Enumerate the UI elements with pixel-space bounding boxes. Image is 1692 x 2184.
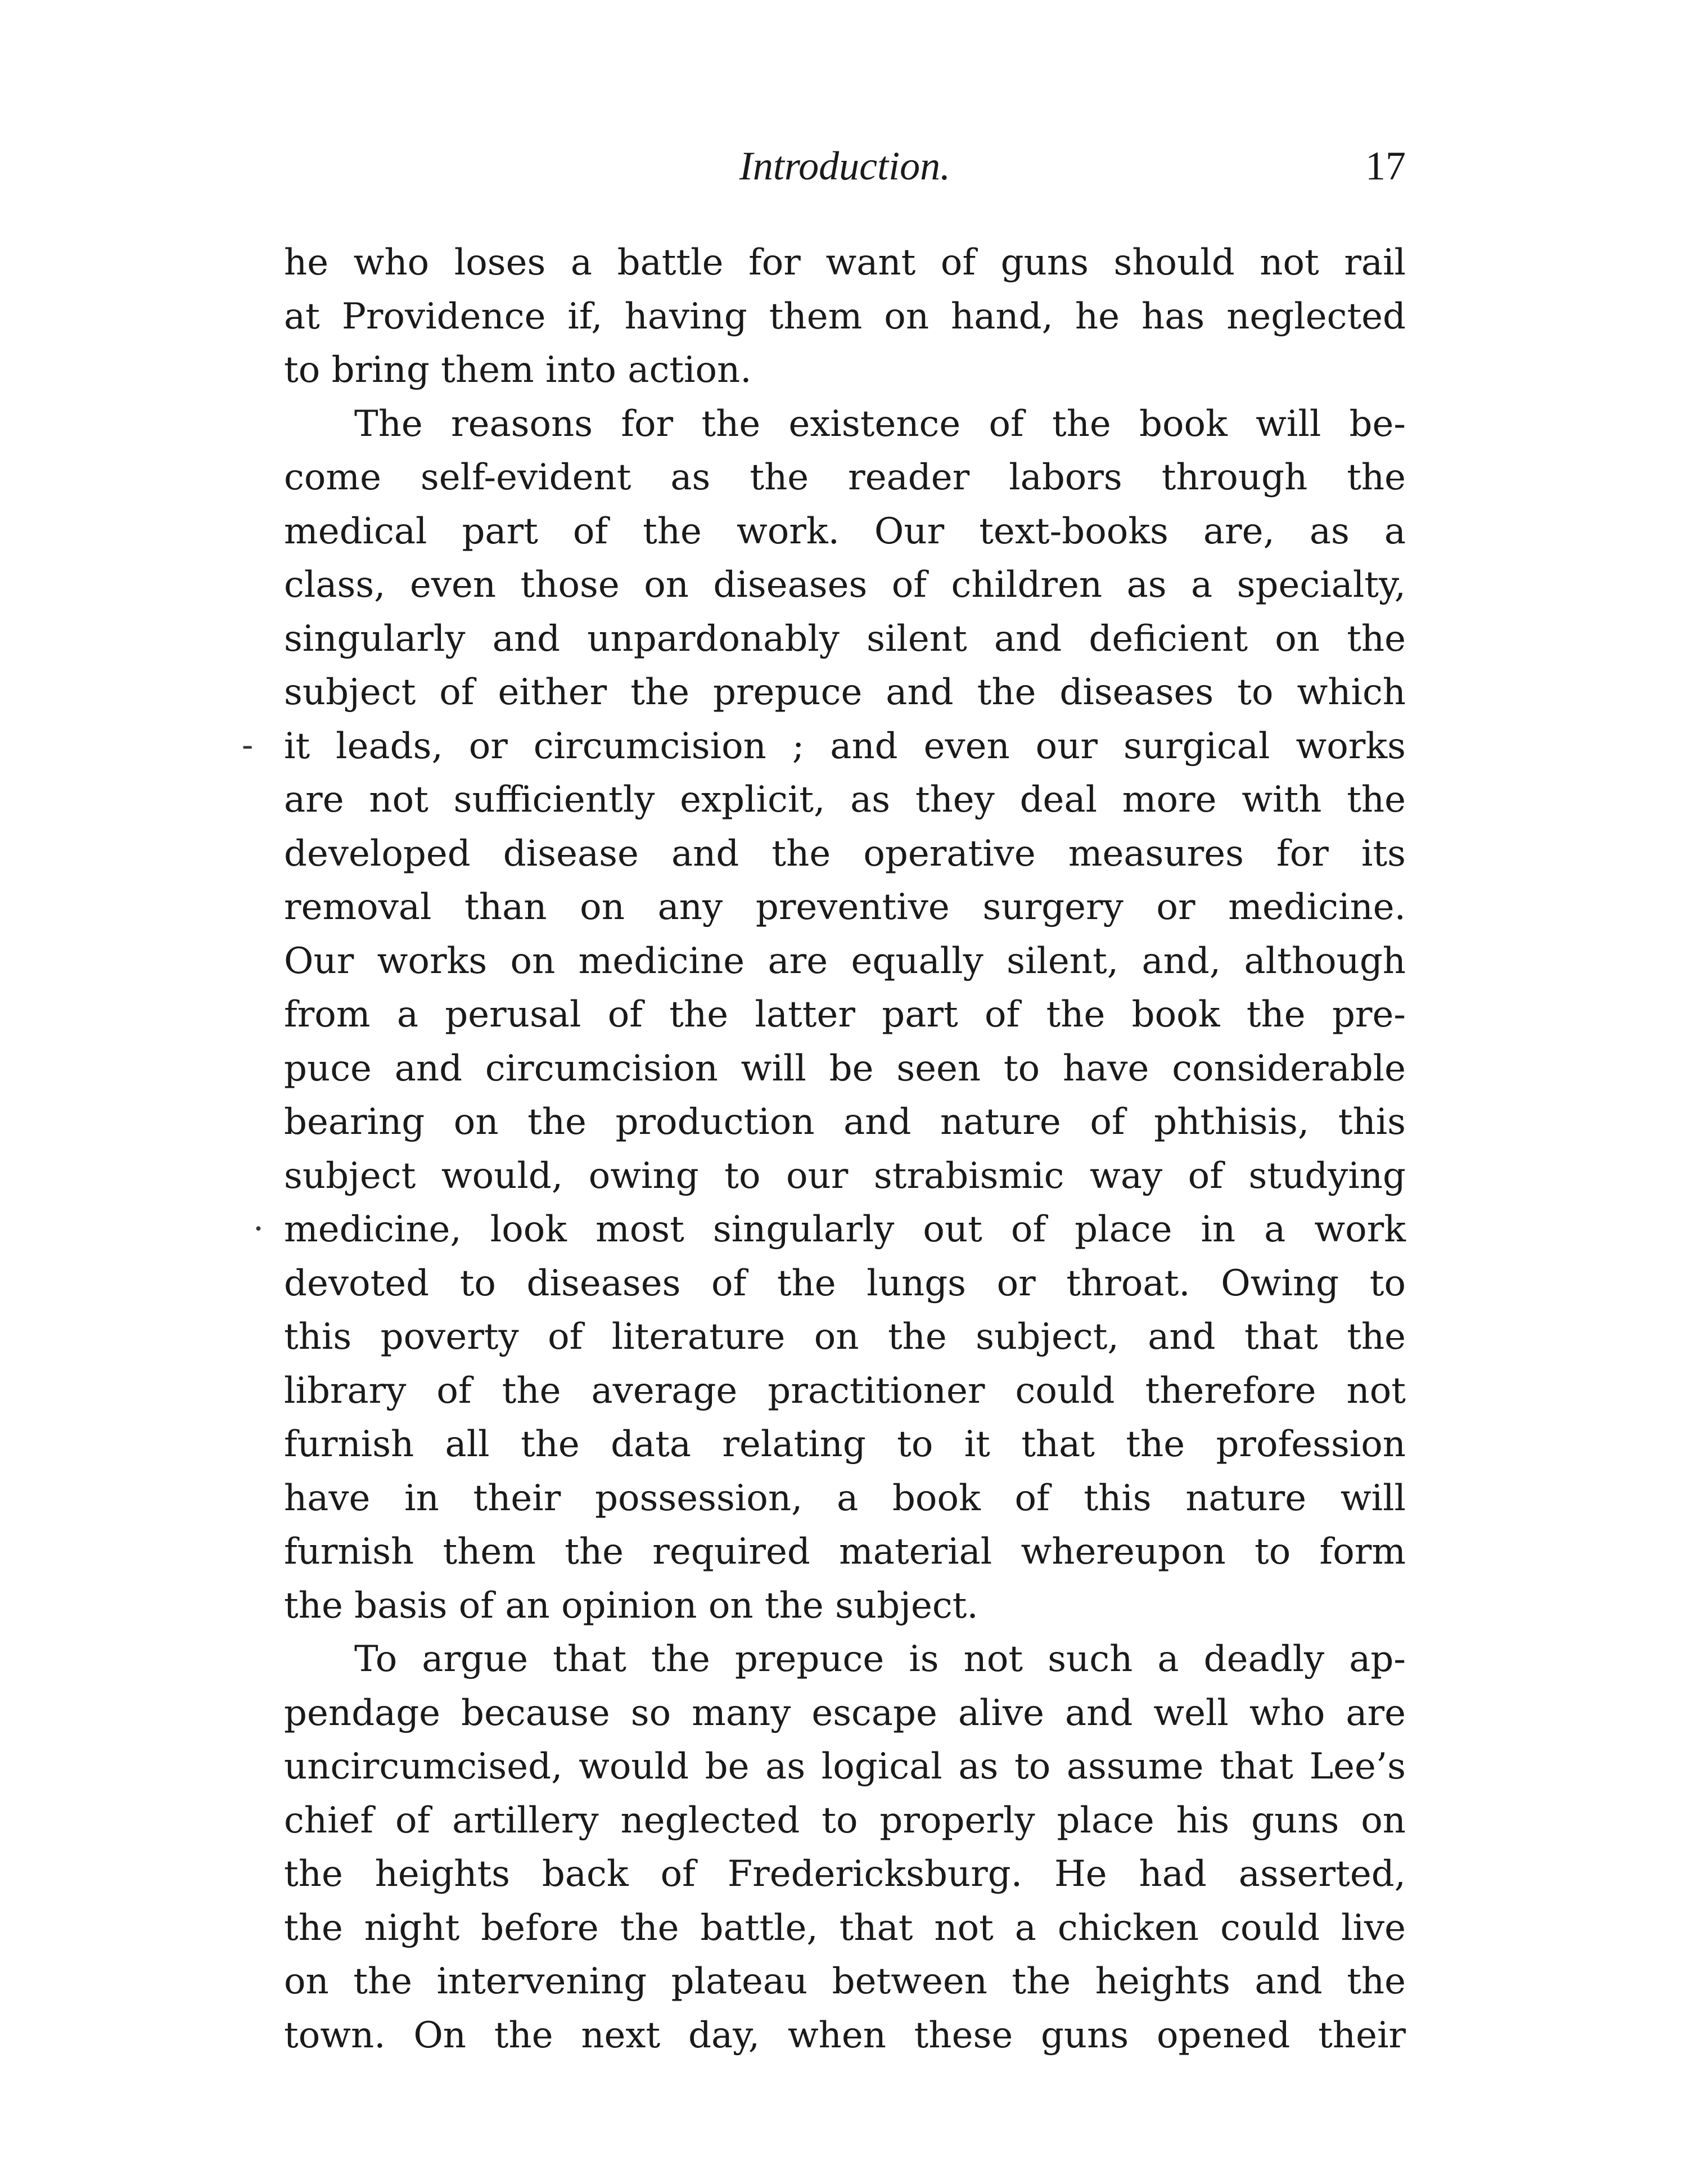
text-line: this poverty of literature on the subject, and that the bbox=[284, 1316, 1406, 1358]
text-line: medical part of the work. Our text-books are, as a bbox=[284, 510, 1406, 552]
text-line: at Providence if, having them on hand, he has neglected bbox=[284, 295, 1406, 337]
running-title: Introduction. bbox=[739, 143, 951, 188]
text-line: furnish all the data relating to it that the profession bbox=[284, 1424, 1406, 1465]
text-line: class, even those on diseases of children as a specialty, bbox=[284, 564, 1406, 606]
text-line: pendage because so many escape alive and well who are bbox=[284, 1692, 1406, 1734]
text-line: subject of either the prepuce and the diseases to which bbox=[284, 672, 1406, 713]
text-line: to bring them into action. bbox=[284, 349, 752, 391]
text-line: come self-evident as the reader labors through the bbox=[284, 457, 1406, 498]
text-line: the night before the battle, that not a chicken could live bbox=[284, 1907, 1406, 1949]
margin-mark: · bbox=[253, 1209, 264, 1249]
text-line: it leads, or circumcision ; and even our surgical works bbox=[284, 725, 1406, 767]
text-line: Our works on medicine are equally silent, and, although bbox=[284, 940, 1406, 982]
text-line: puce and circumcision will be seen to have considerable bbox=[284, 1047, 1406, 1089]
text-line: town. On the next day, when these guns opened their bbox=[284, 2014, 1406, 2056]
text-line: library of the average practitioner could therefore not bbox=[284, 1370, 1406, 1412]
text-line: on the intervening plateau between the heights and the bbox=[284, 1961, 1406, 2002]
body-text bbox=[284, 236, 1406, 2063]
text-line: he who loses a battle for want of guns should not rail bbox=[284, 242, 1406, 283]
text-line: developed disease and the operative measures for its bbox=[284, 832, 1406, 875]
paragraph-3 bbox=[284, 1633, 1406, 2063]
text-line: the heights back of Fredericksburg. He had asserted, bbox=[284, 1853, 1406, 1895]
text-line: furnish them the required material whereupon to form bbox=[284, 1531, 1406, 1573]
text-line: devoted to diseases of the lungs or throat. Owing to bbox=[284, 1262, 1406, 1304]
text-line: medicine, look most singularly out of place in a work bbox=[284, 1209, 1406, 1250]
margin-mark: - bbox=[242, 726, 254, 765]
text-line: chief of artillery neglected to properly place his guns on bbox=[284, 1799, 1406, 1841]
text-line: removal than on any preventive surgery or medicine. bbox=[284, 886, 1406, 928]
text-line: the basis of an opinion on the subject. bbox=[284, 1584, 978, 1627]
text-line: The reasons for the existence of the book will be- bbox=[354, 403, 1406, 445]
text-line: are not sufficiently explicit, as they deal more with the bbox=[284, 779, 1406, 821]
page-header bbox=[284, 141, 1406, 191]
text-line: bearing on the production and nature of phthisis, this bbox=[284, 1101, 1406, 1143]
paragraph-1 bbox=[284, 236, 1406, 398]
text-line: subject would, owing to our strabismic way of studying bbox=[284, 1155, 1406, 1197]
text-line: from a perusal of the latter part of the book the pre- bbox=[284, 994, 1406, 1035]
paragraph-2 bbox=[284, 398, 1406, 1633]
text-line: have in their possession, a book of this nature will bbox=[284, 1477, 1406, 1519]
page-number: 17 bbox=[1365, 143, 1406, 188]
text-line: To argue that the prepuce is not such a deadly ap- bbox=[354, 1638, 1406, 1680]
text-line: singularly and unpardonably silent and deficient on the bbox=[284, 618, 1406, 660]
text-line: uncircumcised, would be as logical as to assume that Lee’s bbox=[284, 1746, 1406, 1787]
